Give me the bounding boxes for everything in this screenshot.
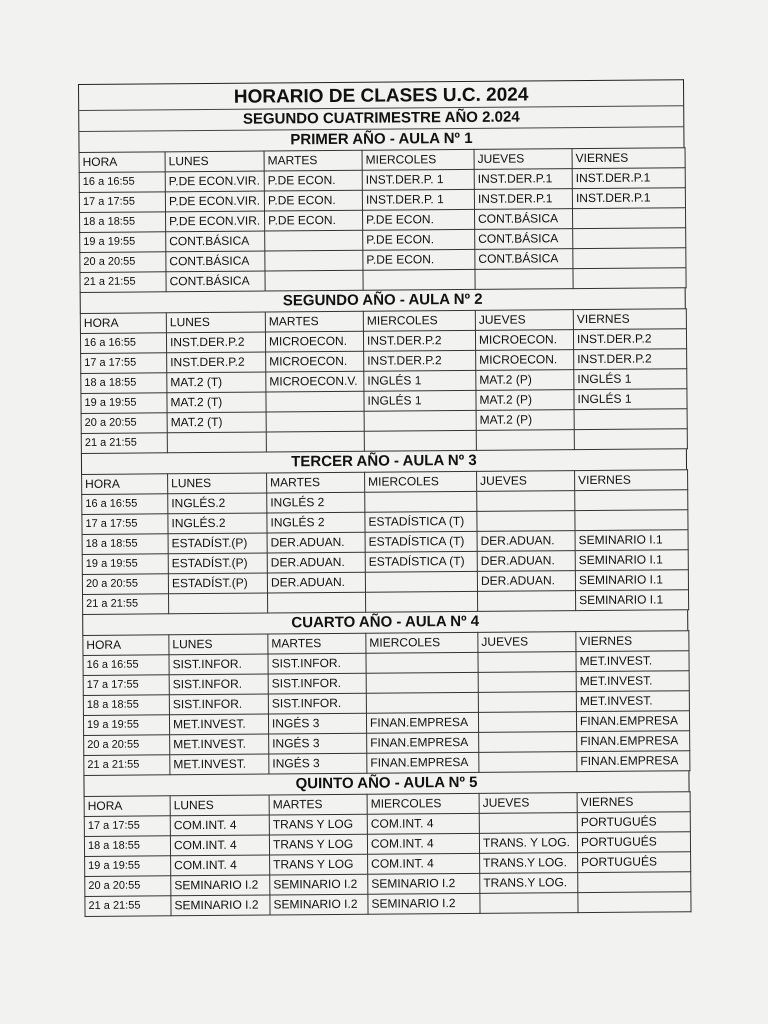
class-cell bbox=[266, 391, 364, 412]
class-cell: PORTUGUÉS bbox=[578, 852, 691, 873]
schedule-section bbox=[83, 771, 690, 917]
class-cell: DER.ADUAN. bbox=[267, 532, 365, 553]
class-cell: COM.INT. 4 bbox=[367, 813, 479, 834]
section-title: SEGUNDO AÑO - AULA Nº 2 bbox=[80, 288, 686, 313]
class-cell: P.DE ECON. bbox=[363, 249, 475, 270]
column-header: MIERCOLES bbox=[365, 471, 477, 492]
class-cell bbox=[478, 692, 576, 713]
class-cell: ESTADÍSTICA (T) bbox=[365, 531, 477, 552]
class-cell: PORTUGUÉS bbox=[577, 832, 690, 853]
class-cell: INGLÉS 1 bbox=[574, 369, 687, 390]
class-cell bbox=[478, 672, 576, 693]
class-cell: MICROECON. bbox=[266, 351, 364, 372]
class-cell bbox=[265, 230, 363, 251]
class-cell: P.DE ECON.VIR. bbox=[165, 171, 264, 192]
time-cell: 17 a 17:55 bbox=[79, 192, 165, 213]
column-header: JUEVES bbox=[475, 310, 573, 331]
column-header: MARTES bbox=[267, 472, 365, 493]
class-cell: MICROECON. bbox=[476, 350, 574, 371]
class-cell: TRANS Y LOG bbox=[270, 854, 368, 875]
time-cell: 16 a 16:55 bbox=[79, 172, 165, 193]
class-cell: COM.INT. 4 bbox=[368, 853, 480, 874]
sections-container bbox=[78, 127, 690, 917]
time-cell: 18 a 18:55 bbox=[84, 836, 170, 857]
column-header: VIERNES bbox=[573, 309, 686, 330]
column-header: JUEVES bbox=[477, 471, 575, 492]
class-cell: MAT.2 (T) bbox=[167, 392, 266, 413]
class-cell: INGLÉS.2 bbox=[168, 493, 267, 514]
class-cell: MET.INVEST. bbox=[576, 671, 689, 692]
time-cell: 20 a 20:55 bbox=[81, 413, 167, 434]
column-header: LUNES bbox=[169, 634, 268, 655]
class-cell bbox=[578, 872, 691, 893]
time-cell: 18 a 18:55 bbox=[83, 695, 169, 716]
class-cell: TRANS. Y LOG. bbox=[479, 833, 577, 854]
class-cell: COM.INT. 4 bbox=[171, 855, 270, 876]
time-cell: 16 a 16:55 bbox=[83, 655, 169, 676]
time-cell: 21 a 21:55 bbox=[80, 272, 166, 293]
class-cell: INGLÉS 2 bbox=[267, 492, 365, 513]
class-cell: FINAN.EMPRESA bbox=[577, 731, 690, 752]
time-cell: 19 a 19:55 bbox=[80, 232, 166, 253]
class-cell: P.DE ECON. bbox=[265, 210, 363, 231]
class-cell: MET.INVEST. bbox=[170, 734, 269, 755]
class-cell: FINAN.EMPRESA bbox=[366, 712, 478, 733]
class-cell: SEMINARIO I.2 bbox=[171, 895, 270, 916]
class-cell: MICROECON. bbox=[475, 330, 573, 351]
time-cell: 20 a 20:55 bbox=[80, 252, 166, 273]
class-cell: SIST.INFOR. bbox=[268, 673, 366, 694]
time-cell: 21 a 21:55 bbox=[83, 594, 169, 615]
class-cell: SEMINARIO I.2 bbox=[270, 894, 368, 915]
class-cell: DER.ADUAN. bbox=[477, 551, 575, 572]
class-cell bbox=[169, 593, 268, 614]
class-cell: FINAN.EMPRESA bbox=[577, 751, 690, 772]
class-cell: DER.ADUAN. bbox=[477, 531, 575, 552]
column-header: HORA bbox=[83, 635, 169, 656]
class-cell bbox=[265, 270, 363, 291]
column-header: MIERCOLES bbox=[362, 149, 474, 170]
class-cell: P.DE ECON. bbox=[363, 209, 475, 230]
time-cell: 20 a 20:55 bbox=[85, 876, 171, 897]
class-cell bbox=[476, 430, 574, 451]
class-cell: DER.ADUAN. bbox=[267, 572, 365, 593]
column-header: MARTES bbox=[264, 150, 362, 171]
section-title: CUARTO AÑO - AULA Nº 4 bbox=[82, 610, 688, 635]
time-cell: 21 a 21:55 bbox=[85, 896, 171, 917]
class-cell bbox=[573, 268, 686, 289]
class-cell bbox=[266, 431, 364, 452]
schedule-table bbox=[79, 147, 687, 293]
class-cell: MET.INVEST. bbox=[576, 691, 689, 712]
class-cell: SIST.INFOR. bbox=[169, 674, 268, 695]
class-cell bbox=[578, 892, 691, 913]
schedule-section bbox=[80, 288, 687, 454]
class-cell: CONT.BÁSICA bbox=[166, 251, 265, 272]
class-cell: INST.DER.P.2 bbox=[364, 350, 476, 371]
class-cell bbox=[475, 269, 573, 290]
column-header: VIERNES bbox=[576, 631, 689, 652]
class-cell bbox=[365, 571, 477, 592]
time-cell: 19 a 19:55 bbox=[85, 856, 171, 877]
class-cell: CONT.BÁSICA bbox=[475, 249, 573, 270]
class-cell: ESTADÍST.(P) bbox=[168, 533, 267, 554]
class-cell bbox=[480, 893, 578, 914]
class-cell: INGLÉS 2 bbox=[267, 512, 365, 533]
column-header: VIERNES bbox=[575, 470, 688, 491]
class-cell: DER.ADUAN. bbox=[477, 571, 575, 592]
class-cell bbox=[479, 752, 577, 773]
class-cell: DER.ADUAN. bbox=[267, 552, 365, 573]
time-cell: 18 a 18:55 bbox=[82, 534, 168, 555]
class-cell: INST.DER.P.2 bbox=[573, 329, 686, 350]
class-cell: COM.INT. 4 bbox=[170, 835, 269, 856]
class-cell: INGÉS 3 bbox=[269, 753, 367, 774]
class-cell bbox=[268, 592, 366, 613]
column-header: MIERCOLES bbox=[366, 632, 478, 653]
column-header: LUNES bbox=[170, 795, 269, 816]
class-cell bbox=[365, 491, 477, 512]
time-cell: 18 a 18:55 bbox=[81, 373, 167, 394]
class-cell: CONT.BÁSICA bbox=[166, 271, 265, 292]
class-cell: FINAN.EMPRESA bbox=[576, 711, 689, 732]
time-cell: 17 a 17:55 bbox=[83, 675, 169, 696]
time-cell: 21 a 21:55 bbox=[84, 755, 170, 776]
class-cell bbox=[363, 269, 475, 290]
class-cell: INST.DER.P. 1 bbox=[362, 169, 474, 190]
column-header: HORA bbox=[79, 152, 165, 173]
class-cell: SEMINARIO I.1 bbox=[575, 570, 688, 591]
column-header: LUNES bbox=[165, 151, 264, 172]
class-cell: MAT.2 (T) bbox=[167, 372, 266, 393]
time-cell: 16 a 16:55 bbox=[80, 333, 166, 354]
class-cell: FINAN.EMPRESA bbox=[367, 732, 479, 753]
time-cell: 17 a 17:55 bbox=[84, 816, 170, 837]
section-title: TERCER AÑO - AULA Nº 3 bbox=[81, 449, 687, 474]
section-title: QUINTO AÑO - AULA Nº 5 bbox=[83, 771, 689, 796]
class-cell: P.DE ECON. bbox=[363, 229, 475, 250]
class-cell: TRANS.Y LOG. bbox=[480, 873, 578, 894]
time-cell: 19 a 19:55 bbox=[83, 715, 169, 736]
class-cell bbox=[479, 732, 577, 753]
class-cell bbox=[265, 250, 363, 271]
class-cell: INGLÉS 1 bbox=[364, 370, 476, 391]
class-cell bbox=[572, 208, 685, 229]
time-cell: 21 a 21:55 bbox=[81, 433, 167, 454]
class-cell: INST.DER.P.1 bbox=[572, 168, 685, 189]
class-cell: MET.INVEST. bbox=[169, 714, 268, 735]
class-cell: ESTADÍST.(P) bbox=[168, 573, 267, 594]
column-header: VIERNES bbox=[572, 148, 685, 169]
column-header: JUEVES bbox=[478, 632, 576, 653]
class-cell: INST.DER.P.2 bbox=[167, 352, 266, 373]
class-cell: INGLÉS 1 bbox=[574, 389, 687, 410]
class-cell bbox=[574, 409, 687, 430]
class-cell: FINAN.EMPRESA bbox=[367, 752, 479, 773]
class-cell: SEMINARIO I.2 bbox=[270, 874, 368, 895]
class-cell: MAT.2 (T) bbox=[167, 412, 266, 433]
column-header: HORA bbox=[84, 796, 170, 817]
column-header: LUNES bbox=[168, 473, 267, 494]
class-cell: TRANS.Y LOG. bbox=[480, 853, 578, 874]
class-cell: SEMINARIO I.1 bbox=[575, 530, 688, 551]
class-cell: MICROECON. bbox=[265, 331, 363, 352]
class-cell bbox=[366, 692, 478, 713]
class-cell bbox=[167, 432, 266, 453]
time-cell: 16 a 16:55 bbox=[82, 494, 168, 515]
column-header: LUNES bbox=[166, 312, 265, 333]
class-cell bbox=[477, 511, 575, 532]
class-cell: SEMINARIO I.2 bbox=[368, 893, 480, 914]
class-cell: ESTADÍST.(P) bbox=[168, 553, 267, 574]
page-title: HORARIO DE CLASES U.C. 2024 bbox=[79, 83, 683, 111]
class-cell: INGLÉS 1 bbox=[364, 390, 476, 411]
class-cell: MET.INVEST. bbox=[576, 651, 689, 672]
class-cell: INST.DER.P.2 bbox=[166, 332, 265, 353]
class-cell bbox=[366, 652, 478, 673]
column-header: JUEVES bbox=[474, 149, 572, 170]
class-cell bbox=[575, 490, 688, 511]
class-cell bbox=[364, 410, 476, 431]
class-cell: CONT.BÁSICA bbox=[166, 231, 265, 252]
schedule-table bbox=[84, 791, 692, 917]
class-cell bbox=[364, 430, 476, 451]
column-header: HORA bbox=[80, 313, 166, 334]
class-cell bbox=[478, 652, 576, 673]
time-cell: 20 a 20:55 bbox=[82, 574, 168, 595]
class-cell bbox=[573, 228, 686, 249]
class-cell: INST.DER.P.2 bbox=[363, 330, 475, 351]
class-cell: CONT.BÁSICA bbox=[474, 209, 572, 230]
class-cell: INST.DER.P.2 bbox=[574, 349, 687, 370]
class-cell: COM.INT. 4 bbox=[170, 815, 269, 836]
class-cell bbox=[477, 491, 575, 512]
schedule-section bbox=[82, 610, 689, 776]
table-row bbox=[85, 892, 691, 917]
class-cell bbox=[478, 712, 576, 733]
column-header: MARTES bbox=[269, 794, 367, 815]
class-cell: INST.DER.P.1 bbox=[572, 188, 685, 209]
column-header: VIERNES bbox=[577, 792, 690, 813]
class-cell: P.DE ECON.VIR. bbox=[166, 211, 265, 232]
time-cell: 17 a 17:55 bbox=[82, 514, 168, 535]
class-cell: CONT.BÁSICA bbox=[475, 229, 573, 250]
column-header: HORA bbox=[82, 474, 168, 495]
class-cell: SEMINARIO I.1 bbox=[575, 590, 688, 611]
class-cell: SIST.INFOR. bbox=[169, 654, 268, 675]
column-header: MARTES bbox=[265, 311, 363, 332]
column-header: JUEVES bbox=[479, 793, 577, 814]
class-cell: MICROECON.V. bbox=[266, 371, 364, 392]
column-header: MARTES bbox=[268, 633, 366, 654]
class-cell: INGÉS 3 bbox=[269, 733, 367, 754]
class-cell: INST.DER.P. 1 bbox=[362, 189, 474, 210]
time-cell: 18 a 18:55 bbox=[80, 212, 166, 233]
class-cell: INGLÉS.2 bbox=[168, 513, 267, 534]
class-cell: INST.DER.P.1 bbox=[474, 189, 572, 210]
class-cell: ESTADÍSTICA (T) bbox=[365, 551, 477, 572]
class-cell: SEMINARIO I.2 bbox=[171, 875, 270, 896]
class-cell bbox=[366, 672, 478, 693]
section-title: PRIMER AÑO - AULA Nº 1 bbox=[78, 127, 684, 152]
class-cell bbox=[366, 591, 478, 612]
time-cell: 20 a 20:55 bbox=[84, 735, 170, 756]
class-cell: COM.INT. 4 bbox=[367, 833, 479, 854]
schedule-table bbox=[81, 469, 689, 615]
class-cell: P.DE ECON.VIR. bbox=[165, 191, 264, 212]
class-cell: SEMINARIO I.1 bbox=[575, 550, 688, 571]
class-cell: PORTUGUÉS bbox=[577, 812, 690, 833]
column-header: MIERCOLES bbox=[367, 793, 479, 814]
time-cell: 17 a 17:55 bbox=[81, 353, 167, 374]
class-cell: MAT.2 (P) bbox=[476, 410, 574, 431]
class-cell: TRANS Y LOG bbox=[269, 814, 367, 835]
class-cell: MET.INVEST. bbox=[170, 754, 269, 775]
schedule-table bbox=[80, 308, 688, 454]
column-header: MIERCOLES bbox=[363, 310, 475, 331]
time-cell: 19 a 19:55 bbox=[82, 554, 168, 575]
class-cell: SEMINARIO I.2 bbox=[368, 873, 480, 894]
class-cell: MAT.2 (P) bbox=[476, 370, 574, 391]
schedule-section bbox=[81, 449, 688, 615]
schedule-table bbox=[82, 630, 690, 776]
class-cell bbox=[573, 248, 686, 269]
sheet-header bbox=[78, 79, 684, 132]
class-cell: ESTADÍSTICA (T) bbox=[365, 511, 477, 532]
class-cell bbox=[477, 591, 575, 612]
class-cell: P.DE ECON. bbox=[264, 190, 362, 211]
class-cell: INST.DER.P.1 bbox=[474, 169, 572, 190]
class-cell bbox=[479, 813, 577, 834]
class-cell: SIST.INFOR. bbox=[268, 653, 366, 674]
class-cell bbox=[575, 510, 688, 531]
class-cell: INGÉS 3 bbox=[268, 713, 366, 734]
class-cell: MAT.2 (P) bbox=[476, 390, 574, 411]
time-cell: 19 a 19:55 bbox=[81, 393, 167, 414]
class-cell: TRANS Y LOG bbox=[269, 834, 367, 855]
schedule-sheet bbox=[78, 79, 691, 917]
class-cell: SIST.INFOR. bbox=[268, 693, 366, 714]
class-cell bbox=[266, 411, 364, 432]
class-cell: P.DE ECON. bbox=[264, 170, 362, 191]
schedule-section bbox=[78, 127, 685, 293]
page-subtitle: SEGUNDO CUATRIMESTRE AÑO 2.024 bbox=[79, 106, 683, 132]
class-cell bbox=[574, 429, 687, 450]
class-cell: SIST.INFOR. bbox=[169, 694, 268, 715]
